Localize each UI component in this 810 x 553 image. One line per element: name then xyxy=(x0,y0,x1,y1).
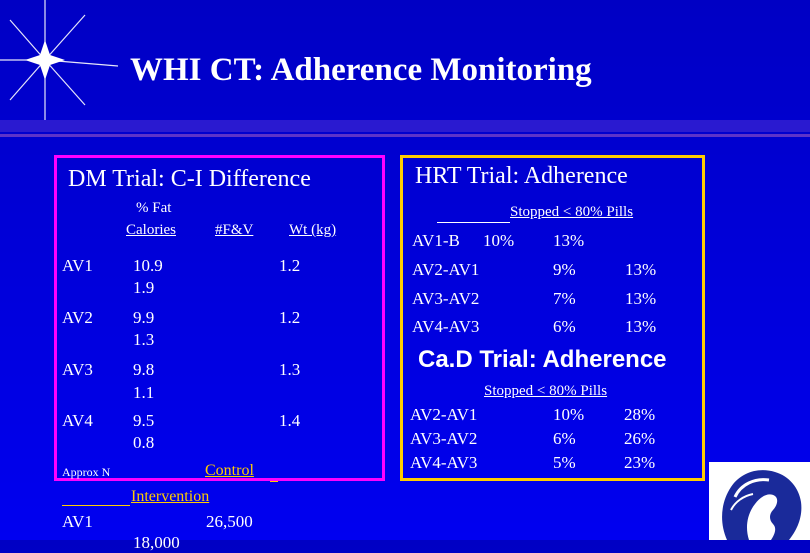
cad-stopped-value: 5% xyxy=(553,453,576,472)
page-title: WHI CT: Adherence Monitoring xyxy=(130,52,592,88)
hrt-row-label: AV3-AV2 xyxy=(412,289,480,308)
wt-header: Wt (kg) xyxy=(289,222,337,238)
dm-fat-value: 9.8 xyxy=(133,360,155,379)
dm-fv-value: 1.1 xyxy=(133,383,155,402)
intervention-rule xyxy=(62,486,130,506)
cad-pills-value: 23% xyxy=(624,453,656,472)
hrt-trial-title: HRT Trial: Adherence xyxy=(415,163,628,189)
cad-header: Stopped < 80% Pills xyxy=(484,383,608,399)
cad-stopped-value: 6% xyxy=(553,429,576,448)
divider-band xyxy=(0,120,810,132)
control-underline xyxy=(270,462,278,482)
fat-header-line1: % Fat xyxy=(136,200,172,216)
cad-row-label: AV2-AV1 xyxy=(410,405,478,424)
hrt-header-rule xyxy=(437,206,510,223)
control-label: Control xyxy=(205,462,254,479)
dm-trial-panel xyxy=(54,155,385,481)
cad-pills-value: 28% xyxy=(624,405,656,424)
approx-n-label: Approx N xyxy=(62,465,111,479)
hrt-stopped-value: 9% xyxy=(553,260,576,279)
hrt-stopped-value: 6% xyxy=(553,317,576,336)
hrt-row-label: AV4-AV3 xyxy=(412,317,480,336)
dm-row-label: AV3 xyxy=(62,360,93,379)
dm-fv-value: 1.9 xyxy=(133,278,155,297)
hrt-pills-value: 13% xyxy=(625,317,657,336)
womens-profile-logo-icon xyxy=(709,462,810,540)
dm-fv-value: 1.3 xyxy=(133,330,155,349)
cad-row-label: AV4-AV3 xyxy=(410,453,478,472)
cad-trial-title: Ca.D Trial: Adherence xyxy=(418,346,667,373)
hrt-stopped-value: 7% xyxy=(553,289,576,308)
divider-line xyxy=(0,134,810,137)
cad-stopped-value: 10% xyxy=(553,405,585,424)
cad-row-label: AV3-AV2 xyxy=(410,429,478,448)
dm-wt-value: 1.2 xyxy=(279,256,301,275)
hrt-row-label: AV2-AV1 xyxy=(412,260,480,279)
n-row-cutoff-value: 18,000 xyxy=(133,533,180,552)
intervention-label: Intervention xyxy=(131,488,210,505)
dm-row-label: AV2 xyxy=(62,308,93,327)
dm-row-label: AV1 xyxy=(62,256,93,275)
hrt-pills-value: 13% xyxy=(625,260,657,279)
n-row-value: 26,500 xyxy=(206,512,253,531)
hrt-row-label: AV1-B xyxy=(412,231,460,250)
dm-wt-value: 1.3 xyxy=(279,360,301,379)
cad-pills-value: 26% xyxy=(624,429,656,448)
dm-trial-title: DM Trial: C-I Difference xyxy=(68,166,311,192)
dm-wt-value: 1.2 xyxy=(279,308,301,327)
dm-fat-value: 10.9 xyxy=(133,256,163,275)
dm-fat-value: 9.9 xyxy=(133,308,155,327)
dm-wt-value: 1.4 xyxy=(279,411,301,430)
dm-fv-value: 0.8 xyxy=(133,433,155,452)
fat-header-line2: Calories xyxy=(126,222,176,238)
dm-row-label: AV4 xyxy=(62,411,93,430)
hrt-pills-value: 13% xyxy=(553,231,585,250)
hrt-stopped-value: 10% xyxy=(483,231,515,250)
hrt-pills-value: 13% xyxy=(625,289,657,308)
sparkle-star-icon xyxy=(0,0,120,120)
n-row-label: AV1 xyxy=(62,512,93,531)
dm-fat-value: 9.5 xyxy=(133,411,155,430)
hrt-header: Stopped < 80% Pills xyxy=(510,204,634,220)
fv-header: #F&V xyxy=(215,222,254,238)
